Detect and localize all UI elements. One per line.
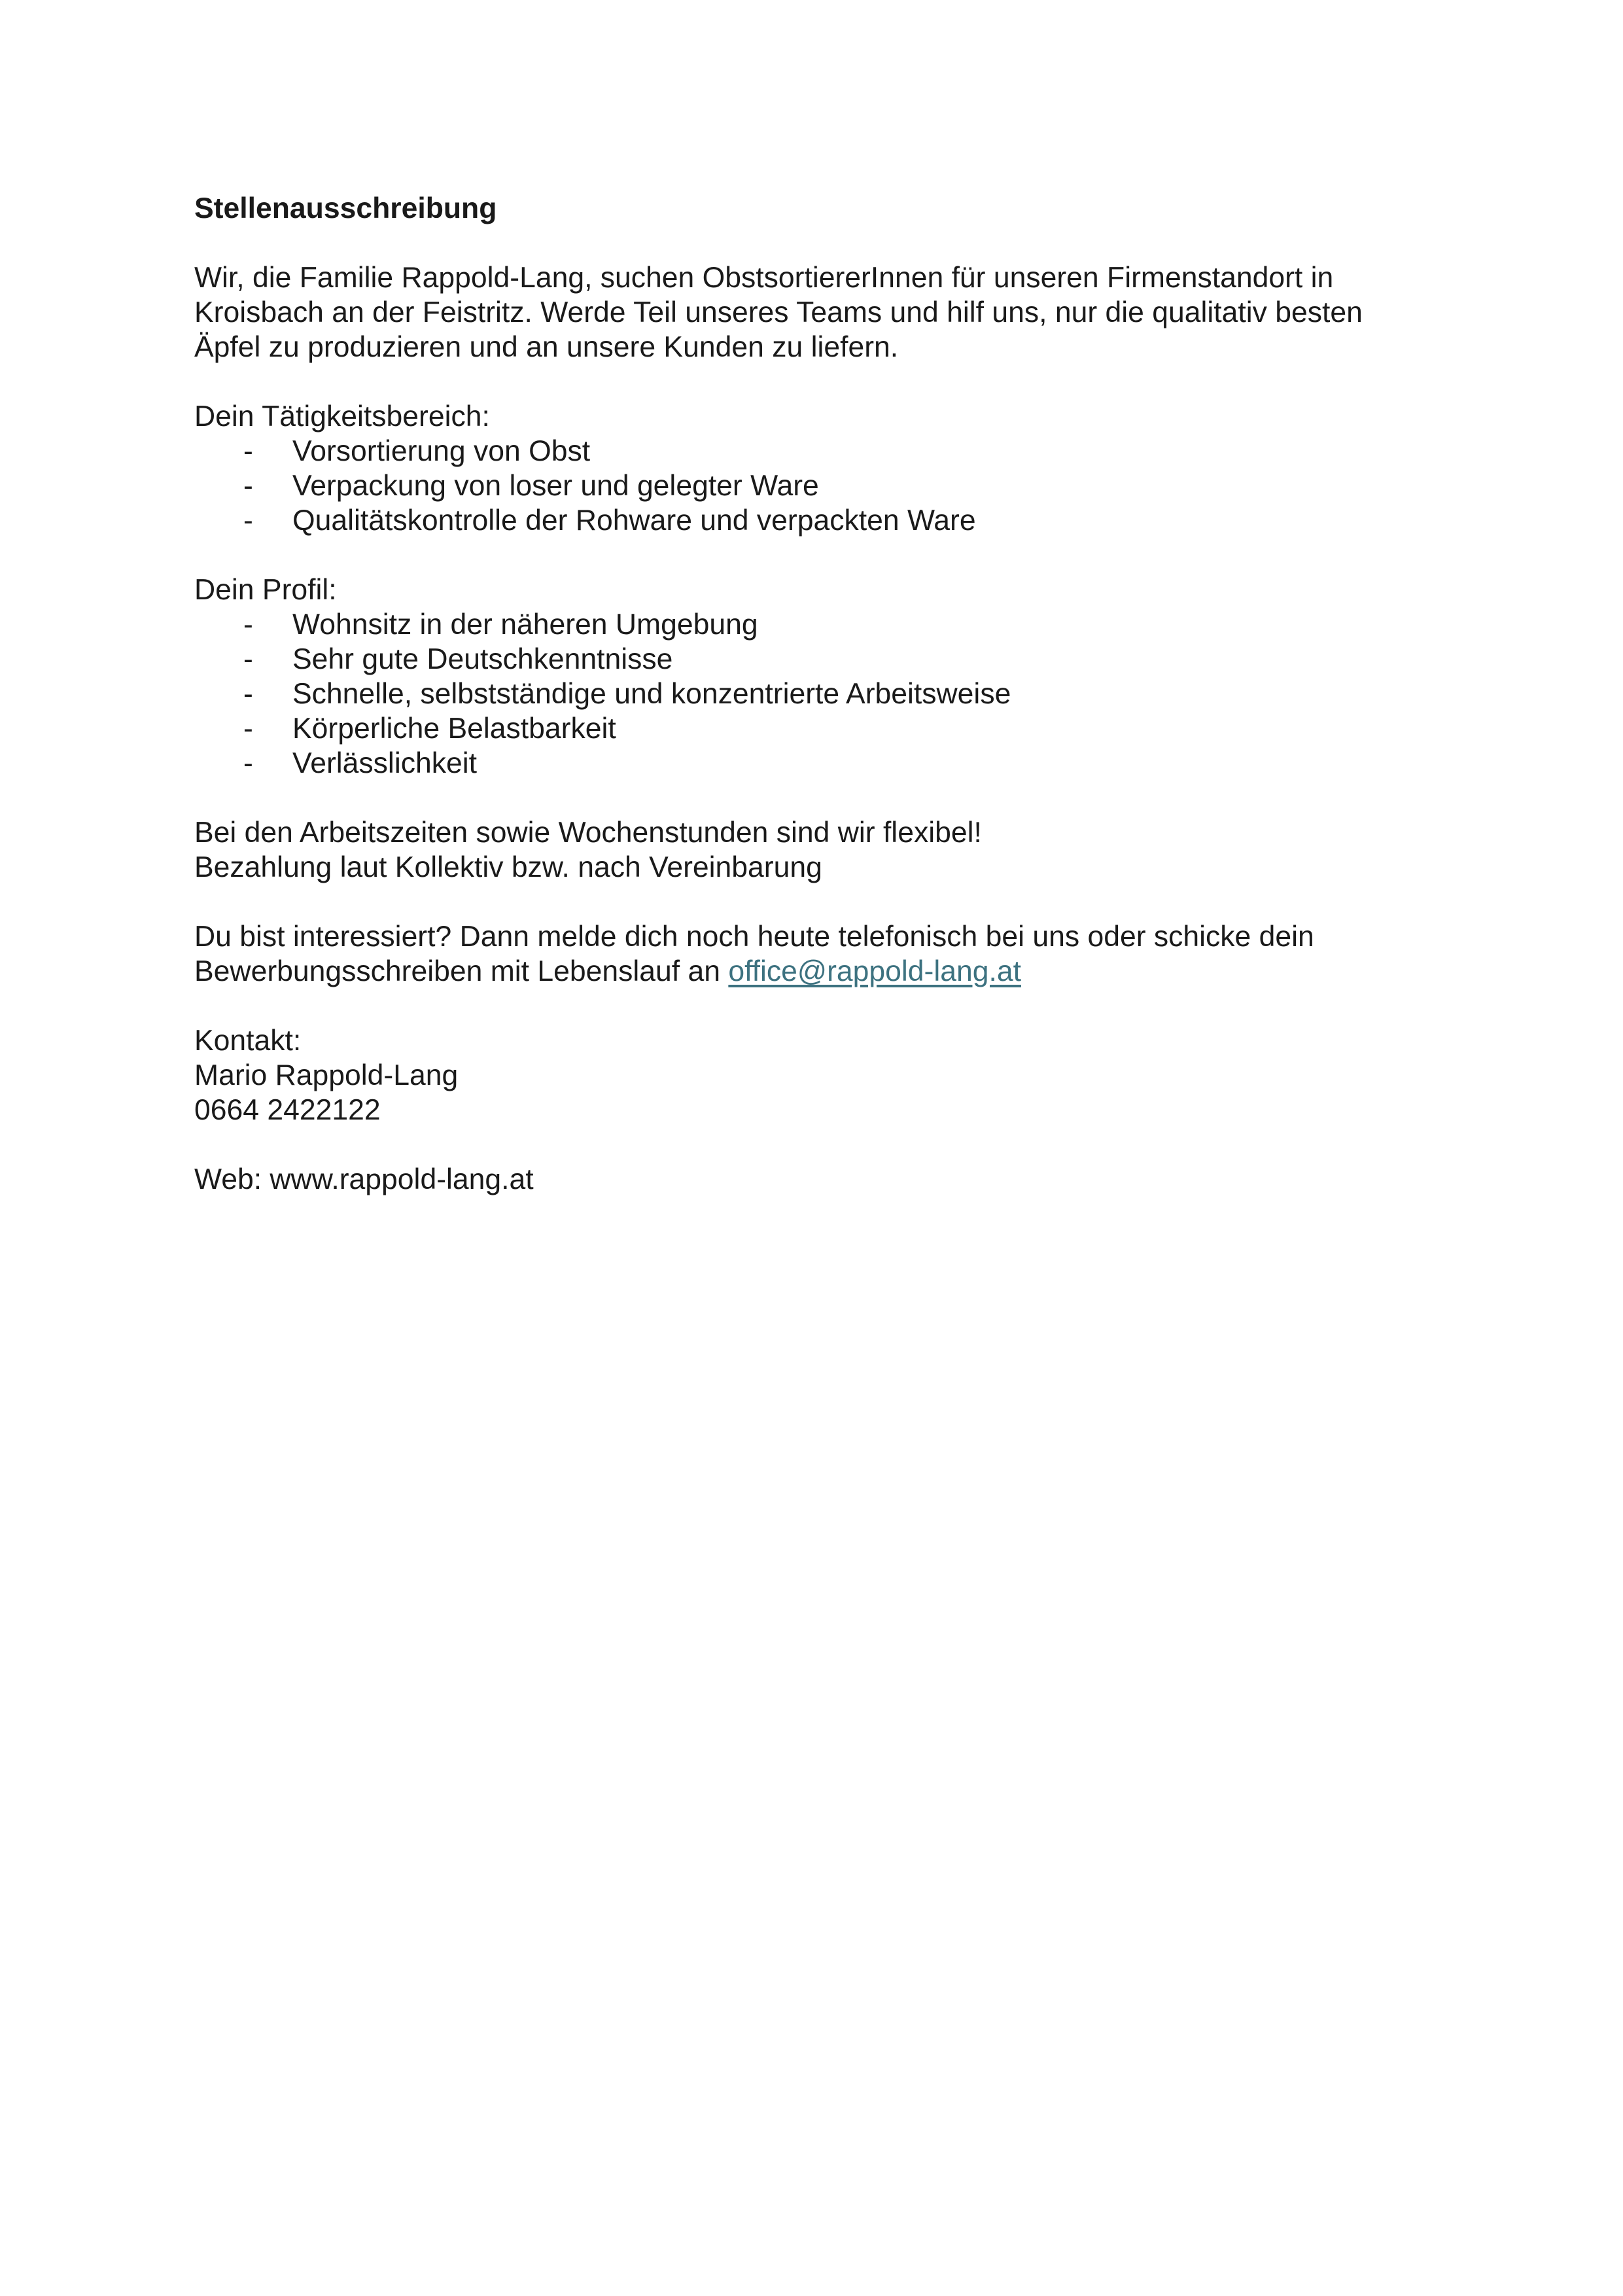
profile-item-text: Körperliche Belastbarkeit bbox=[292, 713, 616, 745]
profile-heading: Dein Profil: bbox=[194, 574, 337, 606]
contact-phone: 0664 2422122 bbox=[194, 1094, 381, 1126]
spacer bbox=[194, 538, 1470, 573]
spacer bbox=[194, 885, 1470, 919]
spacer bbox=[194, 226, 1470, 260]
profile-list-item bbox=[194, 642, 1470, 677]
bullet-dash: - bbox=[243, 643, 253, 675]
bullet-dash: - bbox=[243, 609, 253, 641]
tasks-item-text: Verpackung von loser und gelegter Ware bbox=[292, 470, 819, 502]
profile-item-text: Wohnsitz in der näheren Umgebung bbox=[292, 609, 758, 641]
document-title: Stellenausschreibung bbox=[194, 192, 497, 224]
profile-list-item bbox=[194, 607, 1470, 642]
profile-list-item bbox=[194, 746, 1470, 781]
intro-line: Äpfel zu produzieren und an unsere Kunden zu liefern. bbox=[194, 331, 899, 363]
conditions-line: Bezahlung laut Kollektiv bzw. nach Vereinbarung bbox=[194, 851, 822, 883]
spacer bbox=[194, 989, 1470, 1023]
bullet-dash: - bbox=[243, 678, 253, 710]
tasks-heading: Dein Tätigkeitsbereich: bbox=[194, 400, 490, 433]
spacer bbox=[194, 1127, 1470, 1162]
profile-list-item bbox=[194, 677, 1470, 711]
cta-line: Du bist interessiert? Dann melde dich noch heute telefonisch bei uns oder schicke dein bbox=[194, 921, 1314, 953]
bullet-dash: - bbox=[243, 470, 253, 502]
spacer bbox=[194, 364, 1470, 399]
spacer bbox=[194, 781, 1470, 815]
bullet-dash: - bbox=[243, 435, 253, 467]
profile-list-item bbox=[194, 711, 1470, 746]
bullet-dash: - bbox=[243, 504, 253, 537]
web-line: Web: www.rappold-lang.at bbox=[194, 1163, 534, 1195]
contact-name: Mario Rappold-Lang bbox=[194, 1059, 459, 1091]
cta-prefix-text: Bewerbungsschreiben mit Lebenslauf an bbox=[194, 955, 729, 987]
tasks-item-text: Vorsortierung von Obst bbox=[292, 435, 591, 467]
profile-item-text: Verlässlichkeit bbox=[292, 747, 477, 779]
intro-line: Wir, die Familie Rappold-Lang, suchen ObstsortiererInnen für unseren Firmenstandort in bbox=[194, 262, 1334, 294]
tasks-list-item bbox=[194, 503, 1470, 538]
tasks-list-item bbox=[194, 468, 1470, 503]
cta-line-with-email bbox=[194, 954, 1470, 989]
intro-line: Kroisbach an der Feistritz. Werde Teil unseres Teams und hilf uns, nur die qualitativ besten bbox=[194, 296, 1363, 328]
tasks-list-item bbox=[194, 434, 1470, 468]
profile-item-text: Schnelle, selbstständige und konzentrierte Arbeitsweise bbox=[292, 678, 1011, 710]
profile-item-text: Sehr gute Deutschkenntnisse bbox=[292, 643, 673, 675]
conditions-line: Bei den Arbeitszeiten sowie Wochenstunden sind wir flexibel! bbox=[194, 817, 982, 849]
document-body bbox=[194, 191, 1470, 1197]
tasks-item-text: Qualitätskontrolle der Rohware und verpackten Ware bbox=[292, 504, 976, 537]
email-link[interactable]: office@rappold-lang.at bbox=[728, 955, 1021, 987]
contact-label: Kontakt: bbox=[194, 1025, 302, 1057]
bullet-dash: - bbox=[243, 713, 253, 745]
bullet-dash: - bbox=[243, 747, 253, 779]
